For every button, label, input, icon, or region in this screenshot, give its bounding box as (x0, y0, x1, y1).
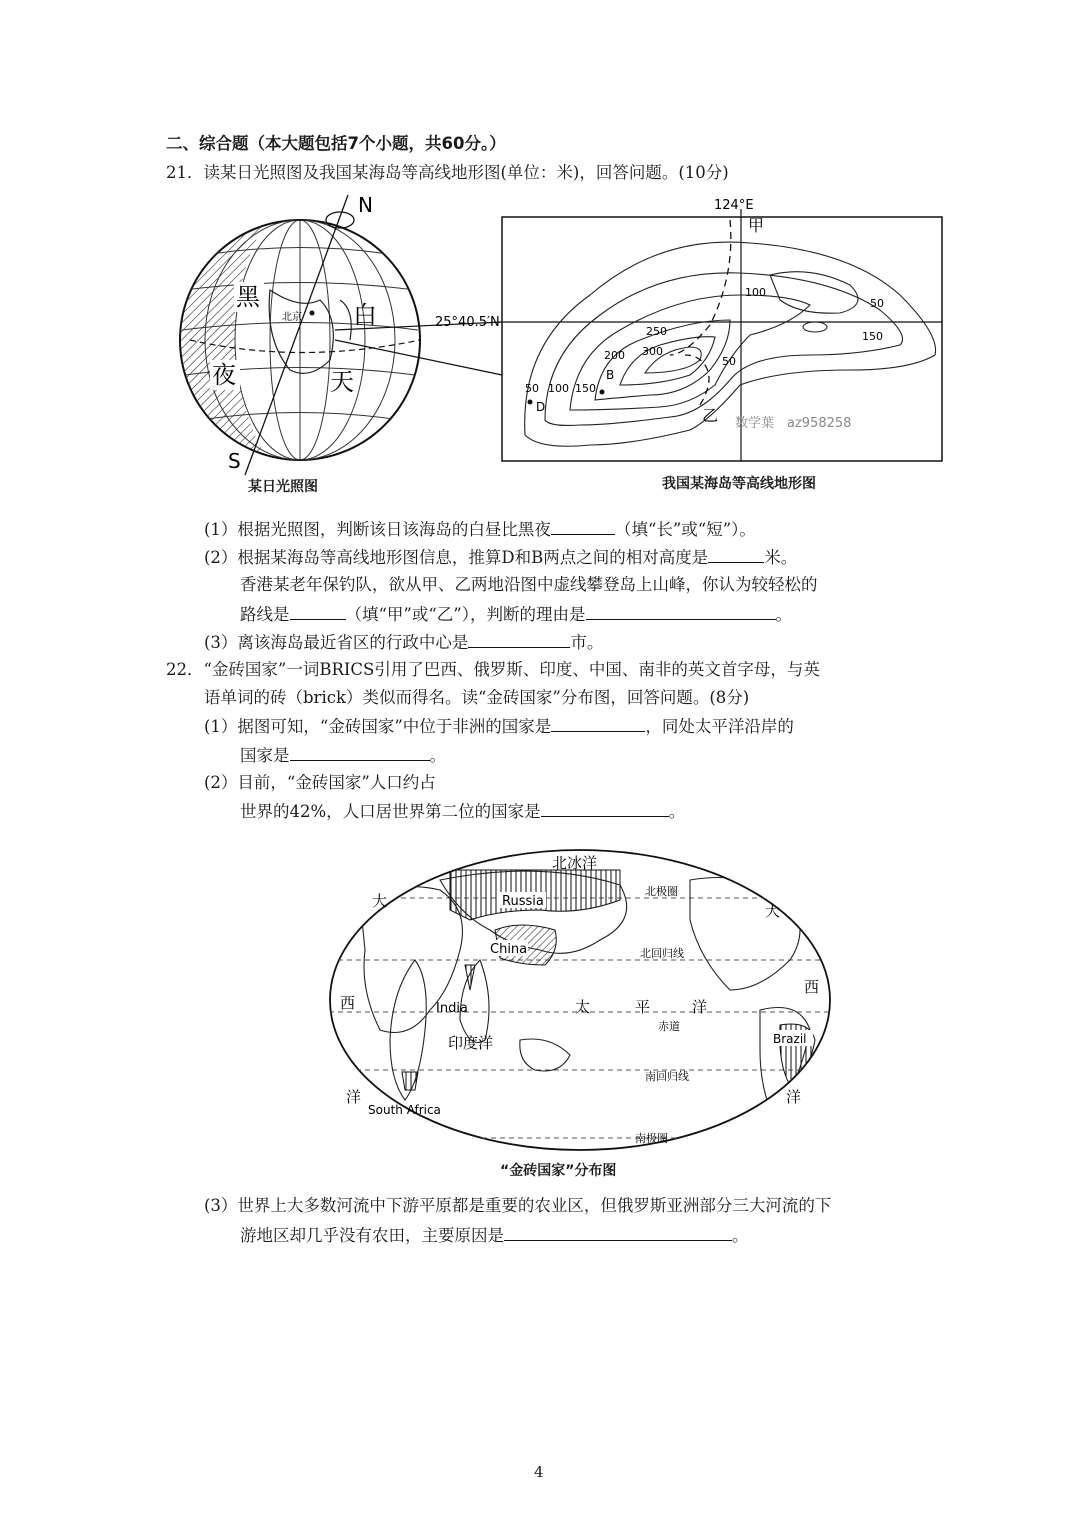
label-atlantic-right-3: 洋 (786, 1088, 802, 1106)
page-number: 4 (534, 1463, 544, 1481)
q22-p3-text-c: 。 (732, 1226, 749, 1245)
answer-blank-q22-1b[interactable] (290, 744, 430, 761)
north-label: N (358, 193, 373, 217)
ye-label: 夜 (212, 361, 236, 389)
label-indian-ocean: 印度洋 (448, 1034, 494, 1052)
q22-p1-text-a: (1）据图可知，“金砖国家”中位于非洲的国家是 (204, 717, 552, 736)
label-arctic-ocean: 北冰洋 (552, 854, 598, 872)
route-yi-label: 乙 (702, 406, 719, 425)
lon-label: 124°E (714, 198, 754, 213)
map-caption: “金砖国家”分布图 (500, 1163, 617, 1179)
answer-blank-q21-2b[interactable] (290, 603, 346, 620)
contour-map-figure (430, 195, 950, 467)
label-atlantic-right-2: 西 (804, 978, 820, 996)
contour-label-250: 250 (646, 325, 667, 338)
fig1-caption: 某日光照图 (248, 479, 318, 495)
q22-p1-text-b: ，同处太平洋沿岸的 (645, 717, 794, 736)
q22-part3: (3）世界上大多数河流中下游平原都是重要的农业区，但俄罗斯亚洲部分三大河流的下 (204, 1196, 832, 1215)
contour-label-150b: 150 (862, 330, 883, 343)
q22-part2: (2）目前，“金砖国家”人口约占 (204, 773, 436, 792)
contour-label-150: 150 (575, 382, 596, 395)
q22-stem-line2: 语单词的砖（brick）类似而得名。读“金砖国家”分布图，回答问题。(8分) (204, 688, 750, 707)
answer-blank-q22-2[interactable] (541, 800, 669, 817)
contour-label-200: 200 (604, 349, 625, 362)
answer-blank-q21-2c[interactable] (586, 603, 776, 620)
label-antarctic-circle: 南极圈 (635, 1132, 668, 1145)
contour-label-50c: 50 (722, 355, 736, 368)
contour-label-100: 100 (548, 382, 569, 395)
answer-blank-q21-2a[interactable] (708, 546, 764, 563)
q22-part3-line2 (240, 1224, 749, 1247)
q22-p1-text-d: 。 (429, 746, 446, 765)
label-pacific-2: 平 (635, 998, 651, 1016)
q21-part2-line3 (240, 603, 792, 626)
watermark-text: 数学葉 az958258 (735, 416, 852, 431)
fig2-caption: 我国某海岛等高线地形图 (662, 476, 816, 492)
point-d-label: D (536, 400, 546, 414)
contour-label-50: 50 (525, 382, 539, 395)
point-b-label: B (606, 368, 615, 382)
contour-label-100b: 100 (745, 286, 766, 299)
answer-blank-q21-3[interactable] (468, 631, 570, 648)
lat-label: 25°40.5′N (435, 315, 500, 330)
label-china: China (490, 942, 528, 957)
contour-label-300: 300 (642, 345, 663, 358)
label-india: India (436, 1001, 468, 1016)
q21-part3 (204, 631, 603, 654)
label-tropic-cancer: 北回归线 (640, 947, 684, 960)
q21-p2-text-f: 。 (775, 605, 792, 624)
q22-p2-text-b: 世界的42%，人口居世界第二位的国家是 (240, 802, 541, 821)
q21-p1-text-b: （填“长”或“短”）。 (614, 520, 756, 539)
brics-world-map (320, 840, 840, 1160)
q22-part1 (204, 715, 794, 738)
answer-blank-q22-1a[interactable] (551, 715, 645, 732)
q22-p2-text-c: 。 (668, 802, 686, 821)
label-arctic-circle: 北极圈 (645, 885, 678, 898)
tian-label: 天 (330, 368, 354, 396)
q21-p3-text-b: 市。 (570, 633, 604, 652)
q21-p2-text-e: （填“甲”或“乙”），判断的理由是 (345, 605, 586, 624)
q22-p1-text-c: 国家是 (240, 746, 290, 765)
label-tropic-capricorn: 南回归线 (645, 1070, 689, 1083)
bai-label: 白 (353, 301, 377, 329)
label-atlantic-left-1: 大 (372, 892, 388, 910)
q21-p3-text-a: (3）离该海岛最近省区的行政中心是 (204, 633, 469, 652)
label-pacific-3: 洋 (692, 998, 708, 1016)
q22-part1-line2 (240, 744, 446, 767)
q21-p2-text-d: 路线是 (240, 605, 290, 624)
label-atlantic-right-1: 大 (765, 902, 781, 920)
q21-p1-text-a: (1）根据光照图，判断该日该海岛的白昼比黑夜 (204, 520, 551, 539)
q21-part2 (204, 546, 797, 569)
label-russia: Russia (502, 894, 544, 909)
label-brazil: Brazil (773, 1032, 807, 1046)
beijing-label: 北京 (282, 312, 302, 323)
q21-part1 (204, 518, 756, 541)
label-equator: 赤道 (658, 1020, 680, 1033)
label-south-africa: South Africa (368, 1103, 441, 1117)
label-atlantic-left-2: 西 (340, 994, 356, 1012)
q21-stem: 21．读某日光照图及我国某海岛等高线地形图(单位：米)，回答问题。(10分) (166, 163, 729, 182)
hei-label: 黑 (236, 283, 260, 311)
south-label: S (228, 449, 241, 473)
q22-part2-line2 (240, 800, 685, 823)
q21-p2-text-a: (2）根据某海岛等高线地形图信息，推算D和B两点之间的相对高度是 (204, 548, 709, 567)
contour-label-50b: 50 (870, 297, 884, 310)
q22-p3-text-b: 游地区却几乎没有农田，主要原因是 (240, 1226, 504, 1245)
q22-stem-line1: 22．“金砖国家”一词BRICS引用了巴西、俄罗斯、印度、中国、南非的英文首字母，与英 (166, 660, 820, 679)
answer-blank-q21-1[interactable] (551, 518, 615, 535)
route-jia-label: 甲 (748, 216, 765, 235)
q21-p2-text-b: 米。 (764, 548, 798, 567)
q21-part2-line2: 香港某老年保钓队，欲从甲、乙两地沿图中虚线攀登岛上山峰，你认为较轻松的 (240, 575, 818, 594)
answer-blank-q22-3[interactable] (504, 1224, 732, 1241)
section-title: 二、综合题（本大题包括7个小题，共60分。） (166, 134, 506, 153)
label-pacific-1: 太 (575, 998, 591, 1016)
label-atlantic-left-3: 洋 (346, 1088, 362, 1106)
